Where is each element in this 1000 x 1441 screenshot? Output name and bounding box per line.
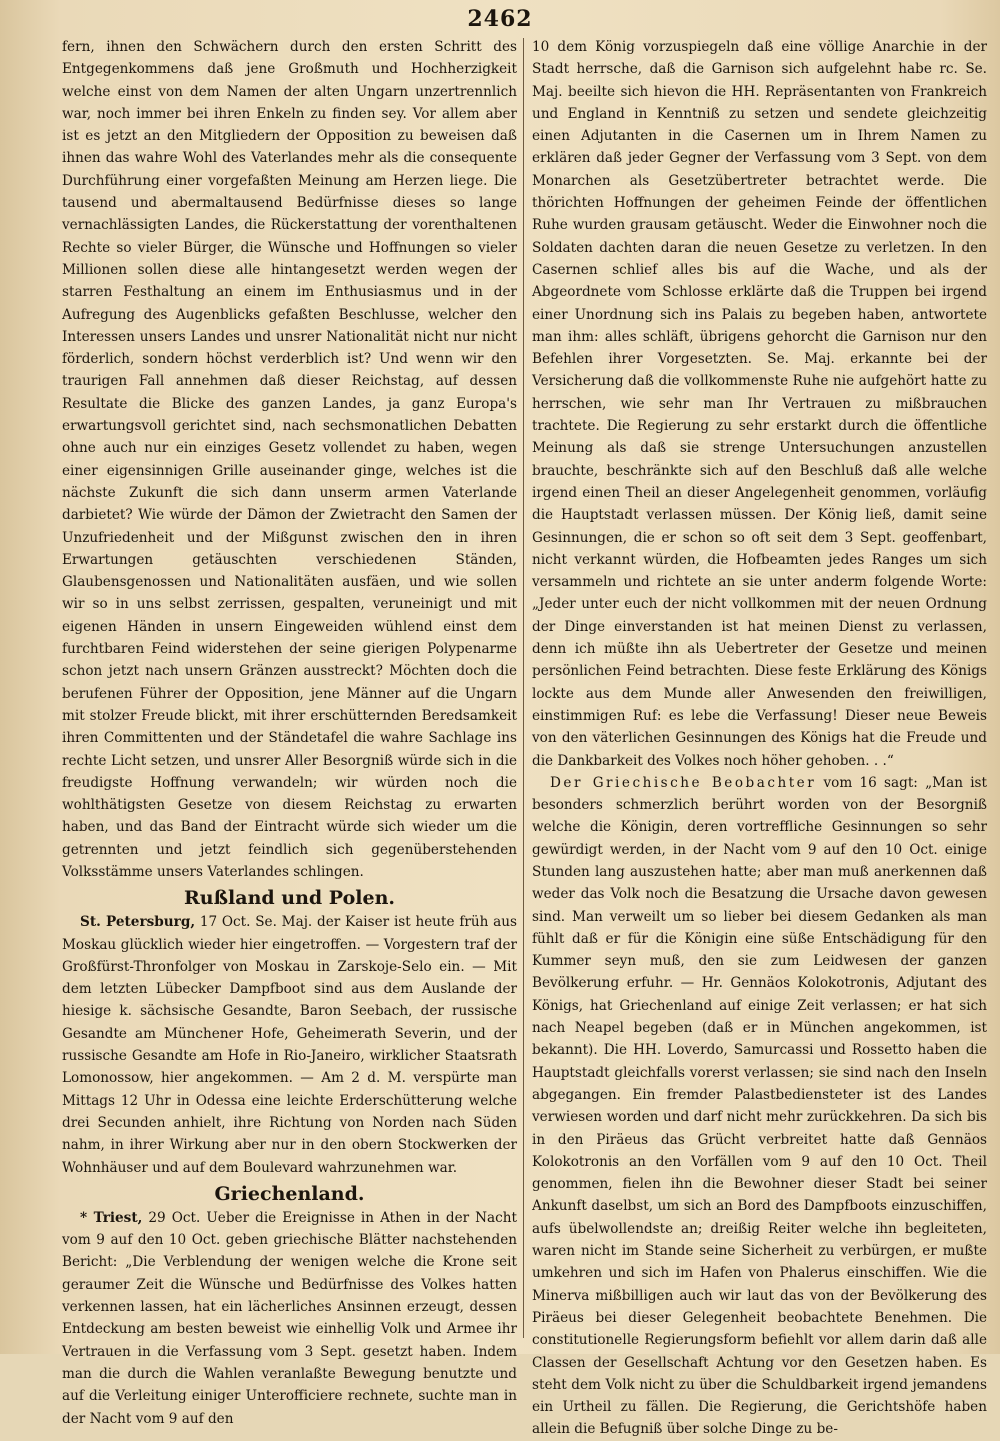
left-column — [62, 36, 517, 1427]
dateline-place: St. Petersburg, — [80, 914, 196, 931]
article-paragraph — [62, 911, 517, 1179]
article-paragraph — [62, 1207, 517, 1430]
article-paragraph: 10 dem König vorzuspiegeln daß eine völlige Anarchie in der Stadt herrsche, daß die Garnison sich aufgelehnt habe rc. Se. Maj. beeilte sich hievon die HH. Repräsentanten von Frankreich und England in Kenntniß zu setzen und sendete gleichzeitig einen Adjutanten in die Casernen um in Ihrem Namen zu erklären daß jeder Gegner der Verfassung vom 3 Sept. von dem Monarchen als Gesetzübertreter betrachtet werde. Die thörichten Hoffnungen der geheimen Feinde der öffentlichen Ruhe wurden grausam getäuscht. Weder die Einwohner noch die Soldaten dachten daran die neuen Gesetze zu verletzen. In den Casernen schlief alles bis auf die Wache, und als der Abgeordnete vom Schlosse erklärte daß die Truppen bei irgend einer Unordnung sich ins Palais zu begeben haben, antwortete man ihm: alles schläft, übrigens gehorcht die Garnison nur den Befehlen ihrer Vorgesetzten. Se. Maj. erkannte bei der Versicherung daß die vollkommenste Ruhe nie aufgehört hatte zu herrschen, wie sehr man Ihr Vertrauen zu mißbrauchen trachtete. Die Regierung zu sehr erstarkt durch die öffentliche Meinung als daß sie strenge Untersuchungen anzustellen brauchte, beschränkte sich auf den Beschluß daß alle welche irgend einen Theil an dieser Angelegenheit genommen, vorläufig die Hauptstadt verlassen müssen. Der König ließ, damit seine Gesinnungen, die er schon so oft seit dem 3 Sept. geoffenbart, nicht verkannt würden, die Hofbeamten jedes Ranges um sich versammeln und richtete an sie unter anderm folgende Worte: „Jeder unter euch der nicht vollkommen mit der neuen Ordnung der Dinge einverstanden ist hat meinen Dienst zu verlassen, denn ich müßte ihn als Uebertreter der Gesetze und meinen persönlichen Feind betrachten. Diese feste Erklärung des Königs lockte aus dem Munde aller Anwesenden den freiwilligen, einstimmigen Ruf: es lebe die Verfassung! Dieser neue Beweis von den väterlichen Gesinnungen des Königs hat die Freude und die Dankbarkeit des Volkes noch höher gehoben. . .“ — [532, 39, 987, 769]
page-number: 2462 — [467, 6, 533, 32]
section-heading-greece: Griechenland. — [214, 1182, 365, 1205]
article-text: 17 Oct. Se. Maj. der Kaiser ist heute früh aus Moskau glücklich wieder hier eingetroffen. — Vorgestern traf der Großfürst-Thronfolger von Moskau in Zarskoje-Selo ein. — Mit dem letzten Lübecker Dampfboot sind aus dem Auslande der hiesige k. sächsische Gesandte, Baron Seebach, der russische Gesandte am Münchener Hofe, Geheimerath Severin, und der russische Gesandte am Hofe in Rio-Janeiro, wirklicher Staatsrath Lomonossow, hier angekommen. — Am 2 d. M. verspürte man Mittags 12 Uhr in Odessa eine leichte Erderschütterung welche drei Secunden anhielt, ihre Richtung von Norden nach Süden nahm, in ihrer Wirkung aber nur in den obern Stockwerken der Wohnhäuser und auf dem Boulevard wahrzunehmen war. — [62, 914, 517, 1176]
dateline-place: * Triest, — [80, 1209, 143, 1226]
article-paragraph — [532, 772, 987, 1441]
newspaper-name: Der Griechische Beobachter — [550, 774, 817, 791]
article-text: vom 16 sagt: „Man ist besonders schmerzlich berührt worden von der Besorgniß welche die Königin, deren vortreffliche Gesinnungen so sehr gewürdigt werden, in der Nacht vom 9 auf den 10 Oct. einige Stunden lang auszustehen hatte; aber man muß anerkennen daß weder das Volk noch die Besatzung die Ursache davon gewesen sind. Man verweilt um so lieber bei diesem Gedanken als man fühlt daß er für die Königin eine süße Entschädigung für den Kummer seyn muß, den sie zum Leidwesen der ganzen Bevölkerung erfuhr. — Hr. Gennäos Kolokotronis, Adjutant des Königs, hat Griechenland auf einige Zeit verlassen; er hat sich nach Neapel begeben (daß er in München angekommen, ist bekannt). Die HH. Loverdo, Samurcassi und Rossetto haben die Hauptstadt gleichfalls vorerst verlassen; sie sind nach den Inseln abgegangen. Ein fremder Palastbediensteter ist des Landes verwiesen worden und darf nicht mehr zurückkehren. Da sich bis in den Piräeus das Grücht verbreitet hatte daß Gennäos Kolokotronis an den Vorfällen vom 9 auf den 10 Oct. Theil genommen, fielen ihn die Bewohner dieser Stadt bei seiner Ankunft daselbst, um sich an Bord des Dampfboots einzuschiffen, aufs übelwollendste an; dreißig Reiter welche ihn begleiteten, waren nicht im Stande seine Sicherheit zu verbürgen, er mußte umkehren und sich im Hafen von Phalerus einschiffen. Wie die Minerva mißbilligen auch wir laut das von der Bevölkerung des Piräeus bei dieser Gelegenheit beobachtete Benehmen. Die constitutionelle Regierungsform befiehlt vor allem darin daß alle Classen der Gesellschaft Achtung vor den Gesetzen haben. Es steht dem Volk nicht zu über die Schuldbarkeit irgend jemandens ein Urtheil zu fällen. Die Regierung, die Gerichtshöfe haben allein die Befugniß über solche Dinge zu be- — [532, 774, 987, 1438]
right-column — [532, 36, 987, 1438]
article-paragraph: fern, ihnen den Schwächern durch den ersten Schritt des Entgegenkommens daß jene Großmuth und Hochherzigkeit welche einst von dem Namen der alten Ungarn unzertrennlich war, noch immer bei ihren Enkeln zu finden sey. Vor allem aber ist es jetzt an den Mitgliedern der Opposition zu beweisen daß ihnen das wahre Wohl des Vaterlandes mehr als die consequente Durchführung einer vorgefaßten Meinung am Herzen liege. Die tausend und abermaltausend Bedürfnisse dieses so lange vernachlässigten Landes, die Rückerstattung der vorenthaltenen Rechte so vieler Bürger, die Wünsche und Hoffnungen so vieler Millionen sollen diese alle hintangesetzt werden wegen der starren Festhaltung an einem im Enthusiasmus und in der Aufregung des Augenblicks gefaßten Beschlusse, welcher den Interessen unsers Landes und unsrer Nationalität nicht nur nicht förderlich, sondern höchst verderblich ist? Und wenn wir den traurigen Fall annehmen daß dieser Reichstag, auf dessen Resultate die Blicke des ganzen Landes, ja ganz Europa's erwartungsvoll gerichtet sind, nach sechsmonatlichen Debatten ohne auch nur ein einziges Gesetz vollendet zu haben, wegen einer eigensinnigen Grille auseinander ginge, welches ist die nächste Zukunft die sich dann unserm armen Vaterlande darbietet? Wie würde der Dämon der Zwietracht den Samen der Unzufriedenheit und der Mißgunst zwischen den in ihren Erwartungen getäuschten verschiedenen Ständen, Glaubensgenossen und Nationalitäten ausfäen, und wie sollen wir so in uns selbst zerrissen, gespalten, veruneinigt und mit eigenen Händen in unsern Eingeweiden wühlend einst dem furchtbaren Feind widerstehen der seine gierigen Polypenarme schon jetzt nach unsern Gränzen ausstreckt? Möchten doch die berufenen Führer der Opposition, jene Männer auf die Ungarn mit stolzer Freude blickt, mit ihrer erschütternden Beredsamkeit ihren Committenten und der Ständetafel die wahre Sachlage ins rechte Licht setzen, und unsrer Aller Besorgniß würde sich in die freudigste Hoffnung verwandeln; wir würden noch die wohlthätigsten Gesetze von diesem Reichstag zu erwarten haben, und das Band der Eintracht würde sich wieder um die getrennten und jetzt feindlich sich gegenüberstehenden Volksstämme unsers Vaterlandes schlingen. — [62, 39, 517, 880]
section-heading-russia: Rußland und Polen. — [184, 887, 395, 910]
article-text: 29 Oct. Ueber die Ereignisse in Athen in der Nacht vom 9 auf den 10 Oct. geben griechische Blätter nachstehenden Bericht: „Die Verblendung der wenigen welche die Krone seit geraumer Zeit die Wünsche und Bedürfnisse des Volkes hatten verkennen lassen, hat ein lächerliches Ansinnen erzeugt, dessen Entdeckung am besten beweist wie einhellig Volk und Armee ihr Vertrauen in die Verfassung vom 3 Sept. gesetzt haben. Indem man die durch die Wahlen veranlaßte Bewegung benutzte und auf die Verleitung einiger Unterofficiere rechnete, suchte man in der Nacht vom 9 auf den — [62, 1209, 517, 1427]
column-divider — [523, 38, 524, 1338]
